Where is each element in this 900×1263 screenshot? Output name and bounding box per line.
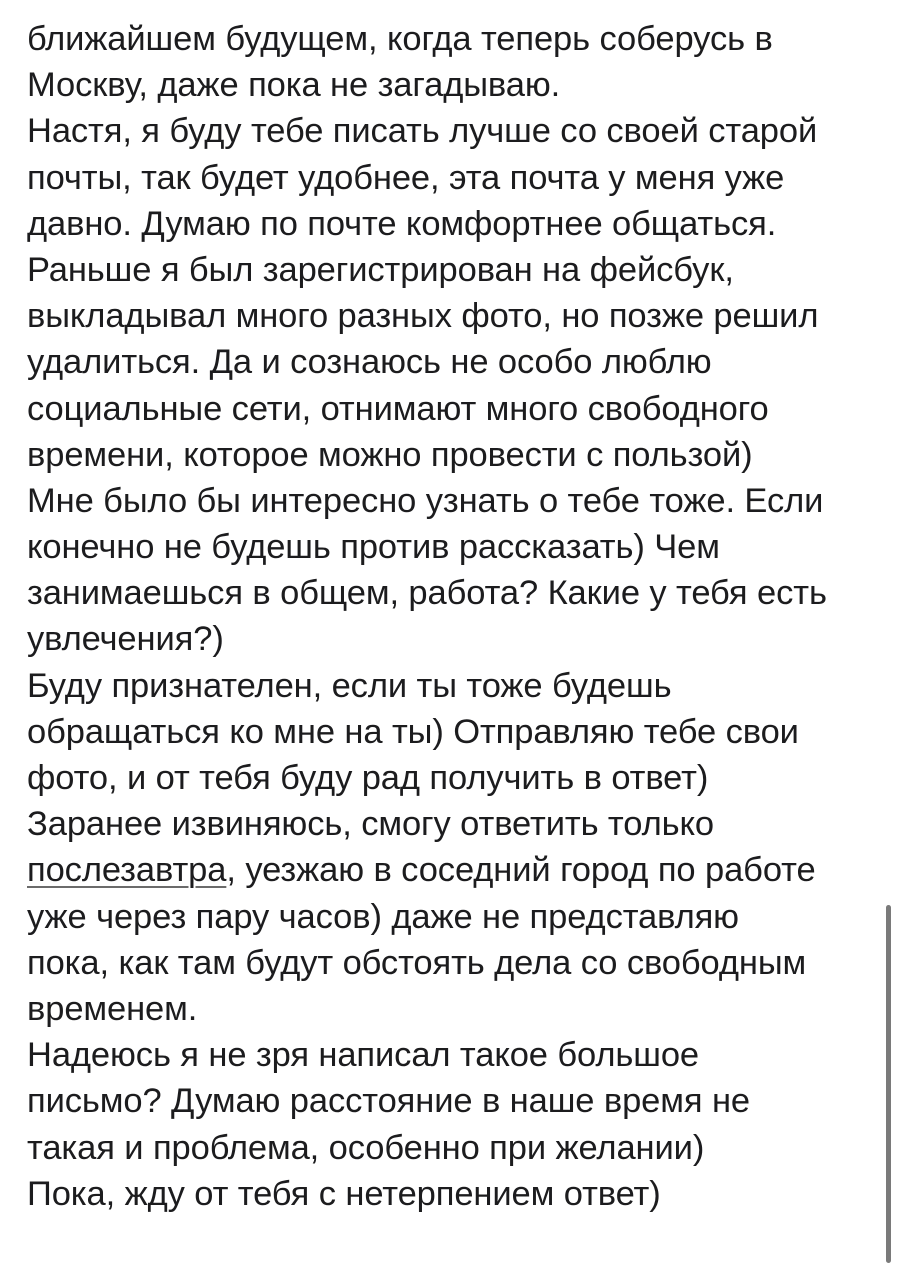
message-line: увлечения?) (27, 620, 224, 659)
message-line: Пока, жду от тебя с нетерпением ответ) (27, 1174, 661, 1213)
message-line: социальные сети, отнимают много свободного (27, 389, 769, 428)
message-line: временем. (27, 989, 198, 1028)
message-line: такая и проблема, особенно при желании) (27, 1128, 705, 1167)
message-line: пока, как там будут обстоять дела со свободным (27, 943, 807, 982)
message-line: Мне было бы интересно узнать о тебе тоже. Если (27, 481, 824, 520)
message-line-with-detected-date (27, 847, 887, 893)
message-line: фото, и от тебя буду рад получить в ответ) (27, 759, 709, 797)
message-line: конечно не будешь против рассказать) Чем (27, 528, 720, 567)
message-line: времени, которое можно провести с пользой) (27, 435, 753, 474)
message-line: ближайшем будущем, когда теперь соберусь в (27, 20, 773, 58)
message-body (27, 16, 887, 1217)
message-line: выкладывал много разных фото, но позже решил (27, 297, 819, 336)
message-line: Раньше я был зарегистрирован на фейсбук, (27, 250, 734, 289)
message-line: Буду признателен, если ты тоже будешь (27, 666, 672, 705)
message-line: Надеюсь я не зря написал такое большое (27, 1036, 700, 1075)
message-line: Настя, я буду тебе писать лучше со своей старой (27, 112, 818, 151)
message-line-rest: , уезжаю в соседний город по работе (226, 851, 816, 890)
message-line: занимаешься в общем, работа? Какие у тебя есть (27, 574, 827, 613)
vertical-scrollbar[interactable] (886, 905, 891, 1263)
message-line: давно. Думаю по почте комфортнее общаться. (27, 204, 777, 243)
message-line: уже через пару часов) даже не представляю (27, 897, 739, 936)
message-line: Москву, даже пока не загадываю. (27, 66, 561, 105)
message-line: обращаться ко мне на ты) Отправляю тебе свои (27, 712, 799, 751)
message-line: письмо? Думаю расстояние в наше время не (27, 1082, 750, 1121)
message-line: почты, так будет удобнее, эта почта у меня уже (27, 158, 785, 197)
message-line: удалиться. Да и сознаюсь не особо люблю (27, 343, 712, 382)
message-line: Заранее извиняюсь, смогу ответить только (27, 805, 714, 844)
detected-date-link[interactable]: послезавтра (27, 851, 227, 890)
